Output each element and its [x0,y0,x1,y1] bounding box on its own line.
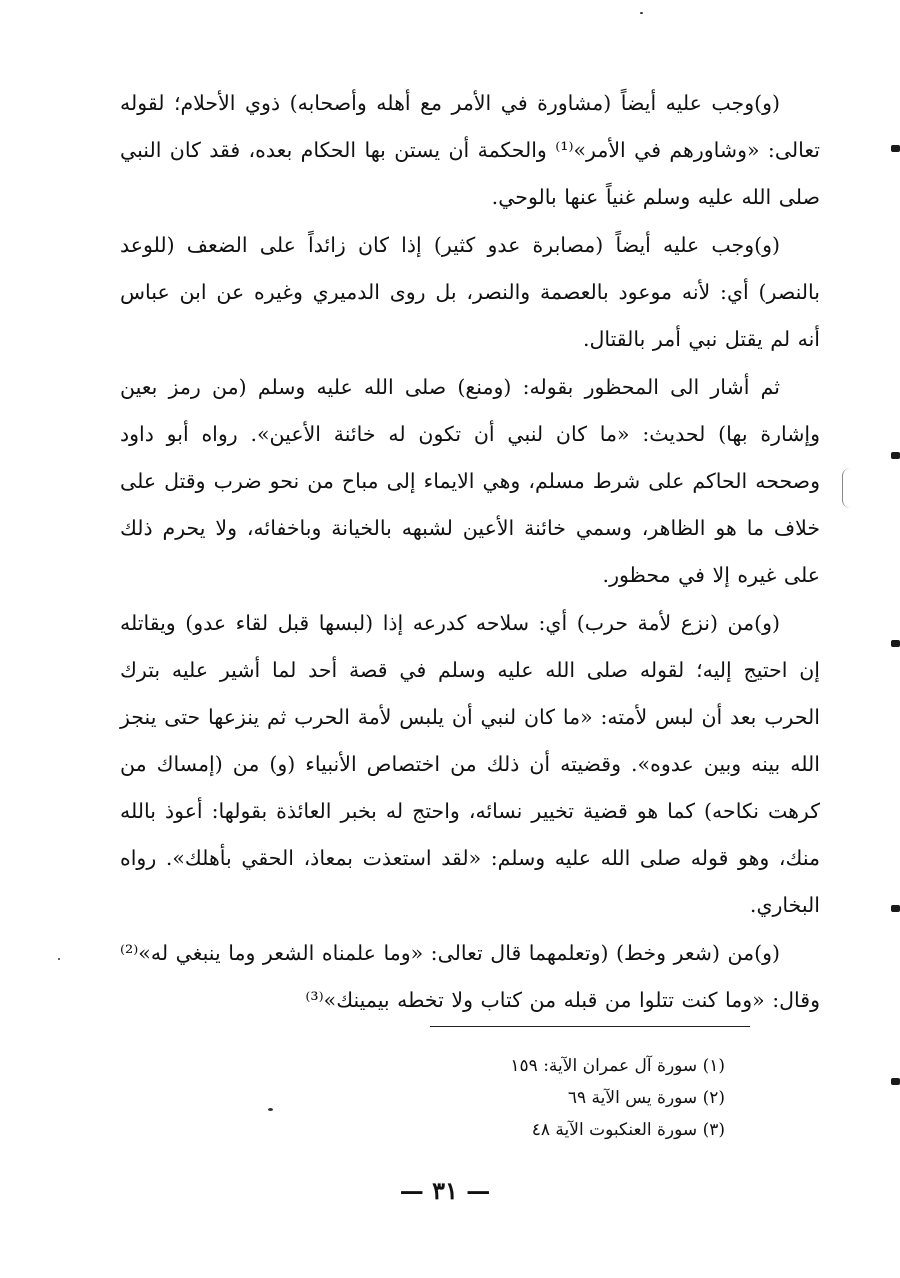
footnotes [510,1050,725,1146]
scan-speck [640,12,643,14]
scan-mark [891,1078,900,1085]
page-number: — ٣١ — [399,1176,491,1205]
footnote-1: (١) سورة آل عمران الآية: ١٥٩ [510,1056,725,1076]
paragraph-poetry-writing: (و)من (شعر وخط) (وتعلمهما قال تعالى: «وما علمناه الشعر وما ينبغي له»⁽²⁾ وقال: «وما كنت تتلوا من قبله من كتاب ولا تخطه بيمينك»⁽³⁾ [120,941,820,1012]
footnote-3: (٣) سورة العنكبوت الآية ٤٨ [531,1120,725,1140]
scan-mark [891,145,900,152]
paragraph-consultation: (و)وجب عليه أيضاً (مشاورة في الأمر مع أهله وأصحابه) ذوي الأحلام؛ لقوله تعالى: «وشاورهم في الأمر»⁽¹⁾ والحكمة أن يستن بها الحكام بعده، فقد كان النبي صلى الله عليه وسلم غنياً عنها بالوحي. [120,91,820,209]
scan-speck [268,1108,273,1111]
scan-bracket-mark [842,468,853,508]
scan-mark [891,905,900,912]
scan-speck [58,958,60,960]
footnote-2: (٢) سورة يس الآية ٦٩ [567,1088,725,1108]
paragraph-enemy-endurance: (و)وجب عليه أيضاً (مصابرة عدو كثير) إذا كان زائداً على الضعف (للوعد بالنصر) أي: لأنه موعود بالعصمة والنصر، بل روى الدميري وغيره عن ابن عباس أنه لم يقتل نبي أمر بالقتال. [120,233,820,351]
footnote-divider [430,1026,750,1027]
scan-mark [891,640,900,647]
paragraph-prohibited-gesture: ثم أشار الى المحظور بقوله: (ومنع) صلى الله عليه وسلم (من رمز بعين وإشارة بها) لحديث: «ما كان لنبي أن تكون له خائنة الأعين». رواه أبو داود وصححه الحاكم على شرط مسلم، وهي الايماء إلى مباح من نحو ضرب وقتل على خلاف ما هو الظاهر، وسمي خائنة الأعين لشبهه بالخيانة وباخفائه، ولا يحرم ذلك على غيره إلا في محظور. [120,375,820,587]
paragraph-armor-marriage: (و)من (نزع لأمة حرب) أي: سلاحه كدرعه إذا (لبسها قبل لقاء عدو) ويقاتله إن احتيج إليه؛ لقوله صلى الله عليه وسلم في قصة أحد لما أشير عليه بترك الحرب بعد أن لبس لأمته: «ما كان لنبي أن يلبس لأمة الحرب ثم ينزعها حتى ينجز الله بينه وبين عدوه». وقضيته أن ذلك من اختصاص الأنبياء (و) من (إمساك من كرهت نكاحه) كما هو قضية تخيير نسائه، واحتج له بخبر العائذة بقولها: أعوذ بالله منك، وهو قوله صلى الله عليه وسلم: «لقد استعذت بمعاذ، الحقي بأهلك». رواه البخاري. [120,611,820,917]
main-text [120,80,820,1025]
scan-mark [891,452,900,459]
